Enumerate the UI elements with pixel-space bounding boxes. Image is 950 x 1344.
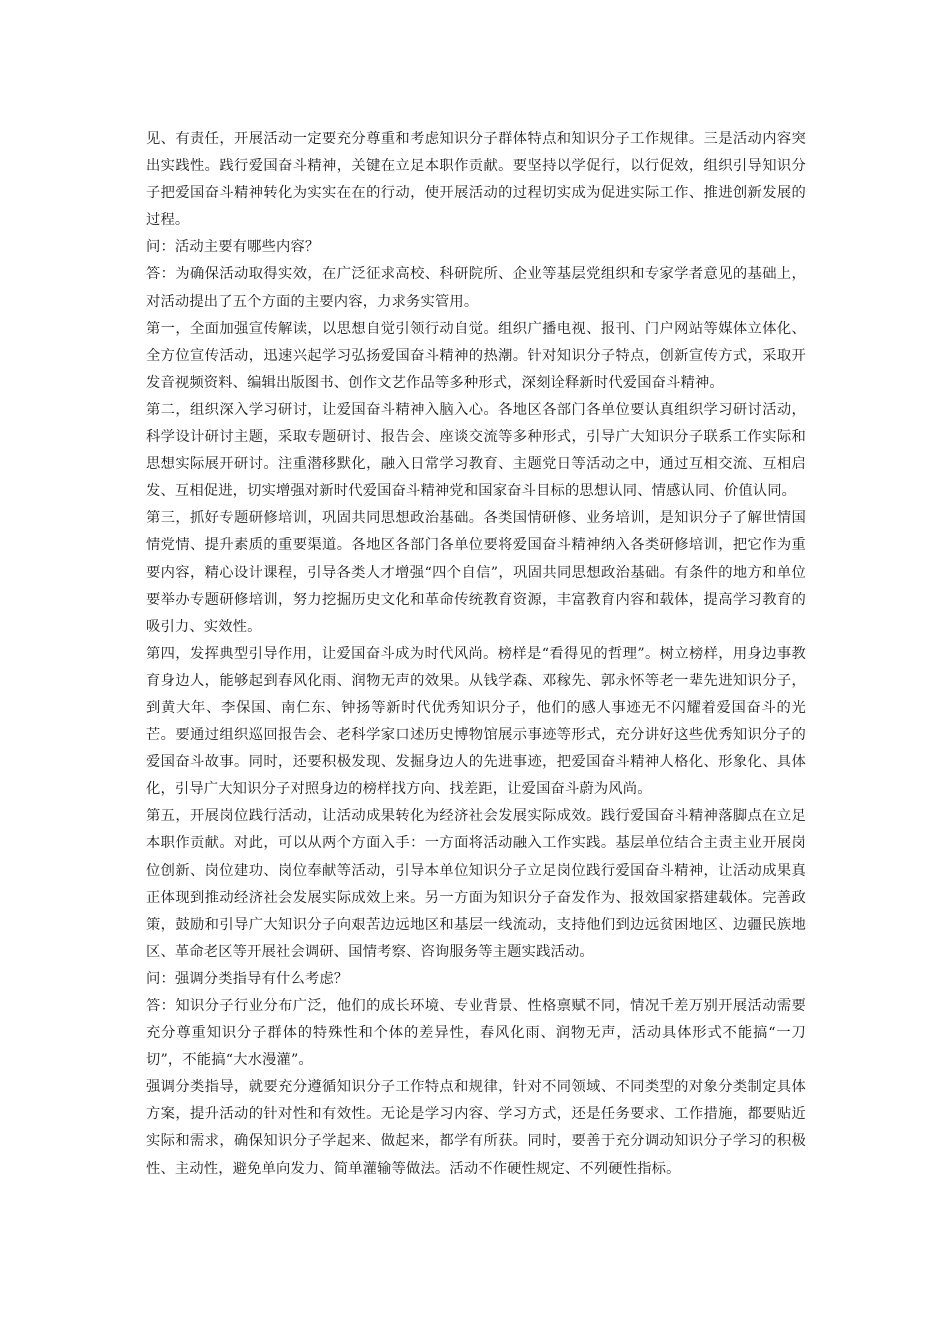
content-item-5: 第五，开展岗位践行活动，让活动成果转化为经济社会发展实际成效。践行爱国奋斗精神落脚点在立足本职作贡献。对此，可以从两个方面入手：一方面将活动融入工作实践。基层单位结合主责主业开展岗位创新、岗位建功、岗位奉献等活动，引导本单位知识分子立足岗位践行爱国奋斗精神，让活动成果真正体现到推动经济社会发展实际成效上来。另一方面为知识分子奋发作为、报效国家搭建载体。完善政策，鼓励和引导广大知识分子向艰苦边远地区和基层一线流动，支持他们到边远贫困地区、边疆民族地区、革命老区等开展社会调研、国情考察、咨询服务等主题实践活动。 bbox=[146, 808, 806, 960]
question-2: 问：强调分类指导有什么考虑？ bbox=[146, 970, 349, 987]
content-item-4: 第四，发挥典型引导作用，让爱国奋斗成为时代风尚。榜样是“看得见的哲理”。树立榜样，用身边事教育身边人，能够起到春风化雨、润物无声的效果。从钱学森、邓稼先、郭永怀等老一辈先进知识分子，到黄大年、李保国、南仁东、钟扬等新时代优秀知识分子，他们的感人事迹无不闪耀着爱国奋斗的光芒。要通过组织巡回报告会、老科学家口述历史博物馆展示事迹等形式，充分讲好这些优秀知识分子的爱国奋斗故事。同时，还要积极发现、发掘身边人的先进事迹，把爱国奋斗精神人格化、形象化、具体化，引导广大知识分子对照身边的榜样找方向、找差距，让爱国奋斗蔚为风尚。 bbox=[146, 645, 806, 798]
content-item-3: 第三，抓好专题研修培训，巩固共同思想政治基础。各类国情研修、业务培训，是知识分子了解世情国情党情、提升素质的重要渠道。各地区各部门各单位要将爱国奋斗精神纳入各类研修培训，把它作为重要内容，精心设计课程，引导各类人才增强“四个自信”，巩固共同思想政治基础。有条件的地方和单位要举办专题研修培训，努力挖掘历史文化和革命传统教育资源，丰富教育内容和载体，提高学习教育的吸引力、实效性。 bbox=[146, 510, 806, 635]
paragraph-continuation: 见、有责任，开展活动一定要充分尊重和考虑知识分子群体特点和知识分子工作规律。三是活动内容突出实践性。践行爱国奋斗精神，关键在立足本职作贡献。要坚持以学促行，以行促效，组织引导知识分子把爱国奋斗精神转化为实实在在的行动，使开展活动的过程切实成为促进实际工作、推进创新发展的过程。 bbox=[146, 131, 806, 229]
content-item-1: 第一，全面加强宣传解读，以思想自觉引领行动自觉。组织广播电视、报刊、门户网站等媒体立体化、全方位宣传活动，迅速兴起学习弘扬爱国奋斗精神的热潮。针对知识分子特点，创新宣传方式，采取开发音视频资料、编辑出版图书、创作文艺作品等多种形式，深刻诠释新时代爱国奋斗精神。 bbox=[146, 320, 806, 391]
content-item-2: 第二，组织深入学习研讨，让爱国奋斗精神入脑入心。各地区各部门各单位要认真组织学习研讨活动，科学设计研讨主题，采取专题研讨、报告会、座谈交流等多种形式，引导广大知识分子联系工作实际和思想实际展开研讨。注重潜移默化，融入日常学习教育、主题党日等活动之中，通过互相交流、互相启发、互相促进，切实增强对新时代爱国奋斗精神党和国家奋斗目标的思想认同、情感认同、价值认同。 bbox=[146, 401, 806, 500]
document-page bbox=[146, 126, 806, 1183]
answer-1: 答：为确保活动取得实效，在广泛征求高校、科研院所、企业等基层党组织和专家学者意见的基础上，对活动提出了五个方面的主要内容，力求务实管用。 bbox=[146, 266, 806, 310]
paragraph-classification: 强调分类指导，就要充分遵循知识分子工作特点和规律，针对不同领域、不同类型的对象分类制定具体方案，提升活动的针对性和有效性。无论是学习内容、学习方式，还是任务要求、工作措施，都要贴近实际和需求，确保知识分子学起来、做起来，都学有所获。同时，要善于充分调动知识分子学习的积极性、主动性，避免单向发力、简单灌输等做法。活动不作硬性规定、不列硬性指标。 bbox=[146, 1079, 806, 1177]
answer-2: 答：知识分子行业分布广泛，他们的成长环境、专业背景、性格禀赋不同，情况千差万别开展活动需要充分尊重知识分子群体的特殊性和个体的差异性，春风化雨、润物无声，活动具体形式不能搞“一刀切”，不能搞“大水漫灌”。 bbox=[146, 998, 806, 1069]
question-1: 问：活动主要有哪些内容？ bbox=[146, 239, 320, 256]
